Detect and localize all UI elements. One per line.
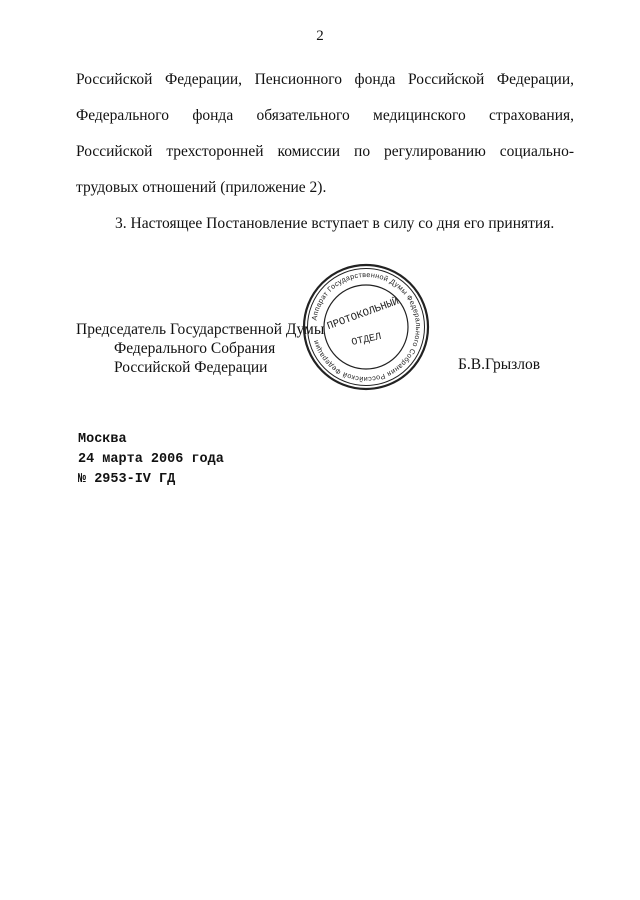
paragraph-continuation <box>76 62 574 206</box>
signer-title-line-2: Федерального Собрания <box>114 340 276 357</box>
paragraph-line: Федерального фонда обязательного медицинского страхования, <box>76 107 574 124</box>
signature-block <box>76 320 324 377</box>
paragraph-line: Российской Федерации, Пенсионного фонда Российской Федерации, <box>76 71 574 88</box>
stamp-ring-text: Аппарат Государственной Думы Федерального Собрания Российской Федерации <box>309 269 424 385</box>
paragraph-line: трудовых отношений (приложение 2). <box>76 179 327 196</box>
svg-text:Аппарат Государственной Думы Ф <box>309 270 423 384</box>
paragraph-line: Российской трехсторонней комиссии по регулированию социально- <box>76 143 574 160</box>
footer-date: 24 марта 2006 года <box>78 452 224 467</box>
signer-name: Б.В.Грызлов <box>458 356 541 373</box>
official-stamp <box>301 262 431 392</box>
signer-title-line-3: Российской Федерации <box>114 359 268 376</box>
stamp-center-top: ПРОТОКОЛЬНЫЙ <box>325 295 401 334</box>
footer-number: № 2953-IV ГД <box>78 472 176 487</box>
clause-3: 3. Настоящее Постановление вступает в силу со дня его принятия. <box>115 215 555 232</box>
document-footer <box>78 430 224 490</box>
stamp-center-bottom: ОТДЕЛ <box>350 331 383 349</box>
signer-title-line-1: Председатель Государственной Думы <box>76 321 325 338</box>
page-number: 2 <box>316 28 324 44</box>
footer-city: Москва <box>78 432 127 447</box>
